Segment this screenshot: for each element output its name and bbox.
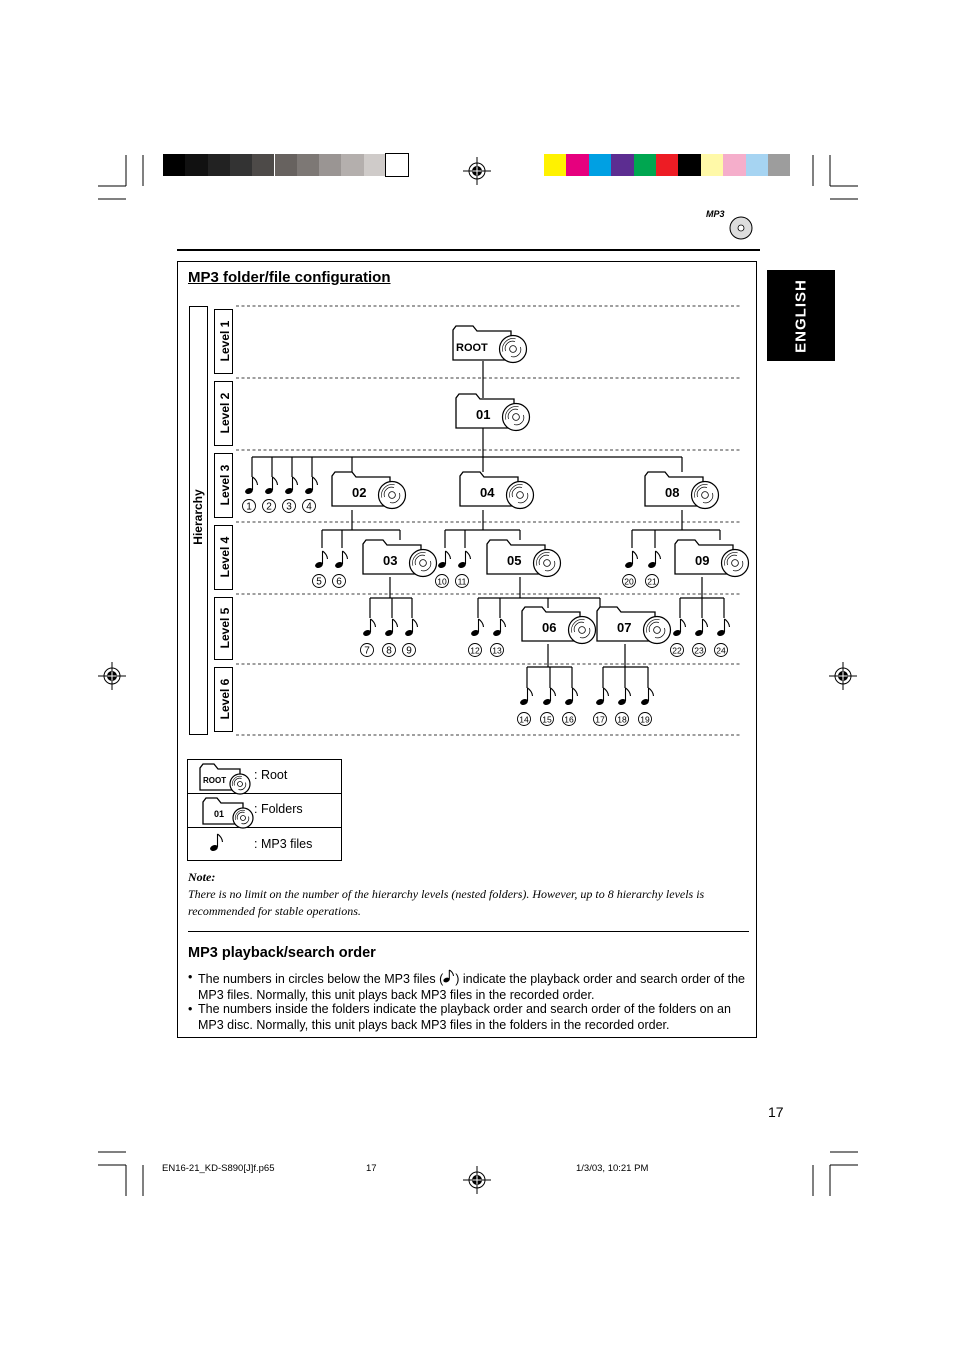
- svg-text:3: 3: [286, 501, 292, 513]
- svg-text:8: 8: [386, 645, 392, 657]
- svg-text:08: 08: [665, 485, 680, 500]
- svg-text:22: 22: [672, 645, 682, 656]
- bullet-1-text-after: ) indicate the playback order and search order of the MP3 files. Normally, this unit plays back MP3 files in the recorded order.: [198, 972, 745, 1002]
- svg-text:10: 10: [437, 576, 447, 587]
- level-label-3: Level 3: [218, 464, 232, 506]
- mp3-logo: MP3: [706, 209, 725, 219]
- svg-text:21: 21: [647, 576, 657, 587]
- level-label-2: Level 2: [218, 392, 232, 434]
- svg-text:9: 9: [406, 645, 412, 657]
- svg-text:2: 2: [266, 501, 272, 513]
- bullet-1-text-before: The numbers in circles below the MP3 files (: [198, 972, 444, 986]
- svg-text:18: 18: [617, 714, 627, 725]
- svg-text:07: 07: [617, 620, 632, 635]
- legend-folder-desc: : Folders: [254, 802, 303, 816]
- level-label-1: Level 1: [218, 320, 232, 362]
- svg-text:5: 5: [316, 576, 322, 588]
- playback-bullet-2: • The numbers inside the folders indicate the playback order and search order of the folders on an MP3 disc. Normally, this unit plays back MP3 files in the folders in the recorded order.: [188, 1001, 750, 1033]
- svg-text:09: 09: [695, 553, 710, 568]
- hierarchy-label: Hierarchy: [191, 489, 205, 545]
- legend-root-desc: : Root: [254, 768, 288, 782]
- note-label: Note:: [188, 870, 216, 884]
- svg-text:12: 12: [470, 645, 480, 656]
- page-number: 17: [768, 1104, 784, 1120]
- svg-text:02: 02: [352, 485, 367, 500]
- svg-text:7: 7: [364, 645, 370, 657]
- svg-text:01: 01: [476, 407, 491, 422]
- svg-text:23: 23: [694, 645, 704, 656]
- level-label-6: Level 6: [218, 678, 232, 720]
- svg-text:11: 11: [457, 576, 467, 587]
- footer-filename: EN16-21_KD-S890[J]f.p65: [162, 1163, 275, 1174]
- language-tab-label: ENGLISH: [792, 278, 810, 353]
- legend-file-desc: : MP3 files: [254, 837, 313, 851]
- playback-section-title: MP3 playback/search order: [188, 945, 376, 961]
- svg-text:15: 15: [542, 714, 552, 725]
- svg-text:4: 4: [306, 501, 312, 513]
- level-label-4: Level 4: [218, 536, 232, 578]
- svg-text:04: 04: [480, 485, 495, 500]
- playback-bullet-1: • The numbers in circles below the MP3 files ( ) indicate the playback order and search order of the MP3 files. Normally, this unit plays back MP3 files in the recorded order.: [188, 970, 745, 1002]
- svg-text:ROOT: ROOT: [456, 342, 488, 354]
- svg-text:14: 14: [519, 714, 529, 725]
- footer-timestamp: 1/3/03, 10:21 PM: [576, 1163, 649, 1174]
- svg-text:05: 05: [507, 553, 522, 568]
- svg-text:06: 06: [542, 620, 557, 635]
- svg-text:20: 20: [624, 576, 634, 587]
- svg-text:19: 19: [640, 714, 650, 725]
- svg-text:03: 03: [383, 553, 398, 568]
- config-section-title: MP3 folder/file configuration: [188, 269, 391, 286]
- svg-text:13: 13: [492, 645, 502, 656]
- svg-text:16: 16: [564, 714, 574, 725]
- svg-text:24: 24: [716, 645, 726, 656]
- footer-page: 17: [366, 1163, 377, 1174]
- svg-text:6: 6: [336, 576, 342, 588]
- svg-text:1: 1: [246, 501, 252, 513]
- note-text: There is no limit on the number of the hierarchy levels (nested folders). However, up to 8 hierarchy levels is recommended for stable operations.: [188, 887, 705, 918]
- svg-text:01: 01: [214, 809, 225, 819]
- svg-text:17: 17: [595, 714, 605, 725]
- bullet-2-text: The numbers inside the folders indicate the playback order and search order of the folders on an MP3 disc. Normally, this unit plays back MP3 files in the folders in the recorded order.: [198, 1002, 731, 1032]
- level-label-5: Level 5: [218, 607, 232, 649]
- music-note-icon: [443, 969, 455, 983]
- svg-text:ROOT: ROOT: [203, 776, 227, 785]
